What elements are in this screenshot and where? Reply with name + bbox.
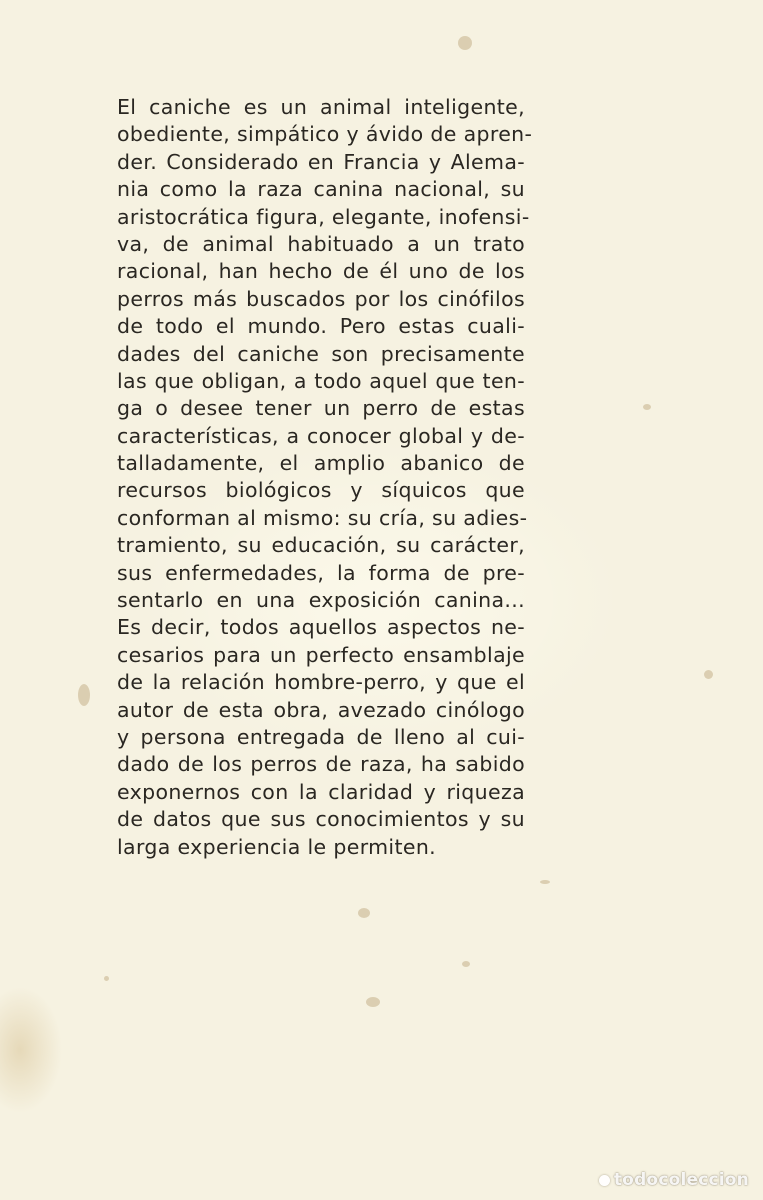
text-line: de todo el mundo. Pero estas cuali- bbox=[117, 314, 525, 339]
watermark-text: todocoleccion bbox=[613, 1170, 749, 1190]
watermark bbox=[599, 1170, 749, 1190]
text-line: racional, han hecho de él uno de los bbox=[117, 259, 525, 284]
text-line: perros más buscados por los cinófilos bbox=[117, 286, 525, 311]
paper-speck bbox=[104, 976, 109, 981]
text-line: cesarios para un perfecto ensamblaje bbox=[117, 642, 525, 667]
text-line: aristocrática figura, elegante, inofensi- bbox=[117, 204, 530, 229]
text-line: talladamente, el amplio abanico de bbox=[117, 451, 525, 476]
paper-speck bbox=[643, 404, 651, 410]
text-line: sus enfermedades, la forma de pre- bbox=[117, 560, 525, 585]
text-line: obediente, simpático y ávido de apren- bbox=[117, 122, 533, 147]
text-line: ga o desee tener un perro de estas bbox=[117, 396, 525, 421]
text-line: sentarlo en una exposición canina... bbox=[117, 588, 525, 613]
text-line: y persona entregada de lleno al cui- bbox=[117, 724, 525, 749]
text-line: autor de esta obra, avezado cinólogo bbox=[117, 697, 525, 722]
paper-speck bbox=[540, 880, 550, 884]
watermark-dot-icon bbox=[599, 1175, 610, 1186]
text-line: las que obligan, a todo aquel que ten- bbox=[117, 368, 525, 393]
text-line: nia como la raza canina nacional, su bbox=[117, 177, 525, 202]
text-line: de la relación hombre-perro, y que el bbox=[117, 670, 525, 695]
paper-speck bbox=[358, 908, 370, 918]
paper-speck bbox=[78, 684, 90, 706]
text-line: conforman al mismo: su cría, su adies- bbox=[117, 505, 528, 530]
text-line: de datos que sus conocimientos y su bbox=[117, 807, 525, 832]
text-line: va, de animal habituado a un trato bbox=[117, 231, 525, 256]
text-line: El caniche es un animal inteligente, bbox=[117, 95, 525, 119]
text-line: exponernos con la claridad y riqueza bbox=[117, 779, 525, 804]
text-line: der. Considerado en Francia y Alema- bbox=[117, 149, 525, 174]
text-line: características, a conocer global y de- bbox=[117, 423, 525, 448]
text-line-last: larga experiencia le permiten. bbox=[117, 834, 437, 859]
paper-speck bbox=[458, 36, 472, 50]
paper-speck bbox=[704, 670, 713, 679]
text-line: Es decir, todos aquellos aspectos ne- bbox=[117, 615, 525, 640]
text-line: tramiento, su educación, su carácter, bbox=[117, 533, 525, 558]
text-line: recursos biológicos y síquicos que bbox=[117, 478, 525, 503]
paper-speck bbox=[366, 997, 380, 1007]
paper-speck bbox=[462, 961, 470, 967]
text-line: dades del caniche son precisamente bbox=[117, 341, 525, 366]
body-paragraph bbox=[117, 94, 533, 861]
text-line: dado de los perros de raza, ha sabido bbox=[117, 752, 525, 777]
